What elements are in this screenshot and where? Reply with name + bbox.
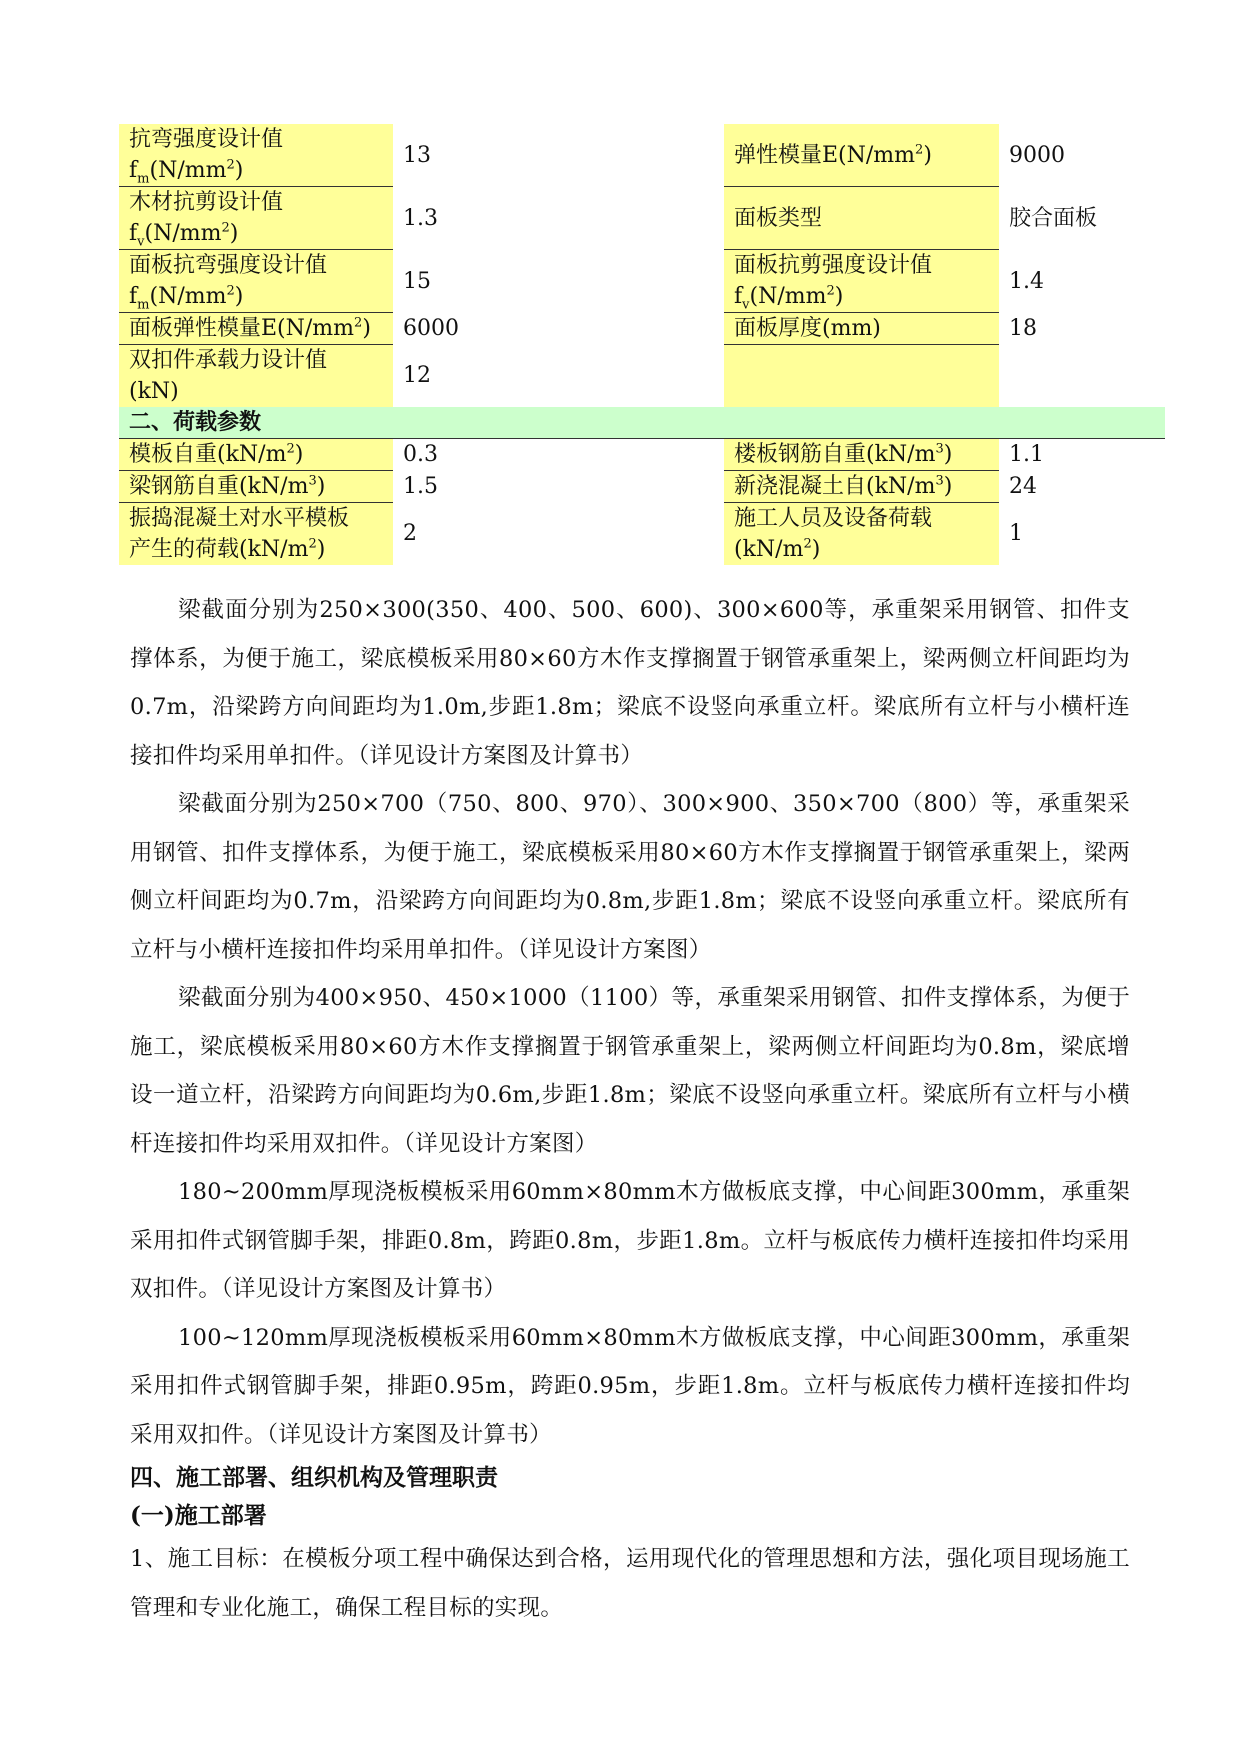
table-cell-gap — [558, 439, 724, 471]
table-cell-label: 弹性模量$E(N/mm^2)$ — [724, 124, 999, 187]
table-row — [119, 345, 1165, 408]
table-cell-label: 面板弹性模量$E(N/mm^2)$ — [119, 313, 393, 345]
table-cell-value: 1.4 — [999, 250, 1165, 313]
paragraph: 180~200mm厚现浇板模板采用60mm×80mm木方做板底支撑，中心间距300mm，承重架采用扣件式钢管脚手架，排距0.8m，跨距0.8m，步距1.8m。立杆与板底传力横杆连接扣件均采用双扣件。（详见设计方案图及计算书） — [130, 1179, 1130, 1302]
table-cell-value: 1.3 — [393, 187, 558, 250]
paragraph: 梁截面分别为400×950、450×1000（1100）等，承重架采用钢管、扣件支撑体系，为便于施工，梁底模板采用80×60方木作支撑搁置于钢管承重架上，梁两侧立杆间距均为0.8m，梁底增设一道立杆，沿梁跨方向间距均为0.6m,步距1.8m；梁底不设竖向承重立杆。梁底所有立杆与小横杆连接扣件均采用双扣件。（详见设计方案图） — [130, 985, 1130, 1157]
table-row — [119, 503, 1165, 566]
table-cell-value: 1 — [999, 503, 1165, 566]
table-cell-value: 12 — [393, 345, 558, 408]
table-cell-label: 面板类型 — [724, 187, 999, 250]
subsection-heading: (一)施工部署 — [130, 1502, 267, 1529]
table-cell-label: 楼板钢筋自重$(kN/m^3)$ — [724, 439, 999, 471]
table-cell-value: 13 — [393, 124, 558, 187]
table-cell-label: 振捣混凝土对水平模板 产生的荷载$(kN/m^2)$ — [119, 503, 393, 566]
list-item: 1、施工目标：在模板分项工程中确保达到合格，运用现代化的管理思想和方法，强化项目现场施工管理和专业化施工，确保工程目标的实现。 — [130, 1546, 1130, 1621]
table-cell-value: 9000 — [999, 124, 1165, 187]
table-cell-value: 1.5 — [393, 471, 558, 503]
table-cell-gap — [558, 471, 724, 503]
table-cell-label: 模板自重$(kN/m^2)$ — [119, 439, 393, 471]
table-cell-label: 面板抗弯强度设计值 $f_m(N/mm^2)$ — [119, 250, 393, 313]
section-row — [119, 407, 1165, 439]
body-text — [130, 586, 1130, 1632]
table-cell-value: 15 — [393, 250, 558, 313]
table-cell-label: 双扣件承载力设计值 (kN) — [119, 345, 393, 408]
table-row — [119, 439, 1165, 471]
table-cell-gap — [558, 250, 724, 313]
table-cell-gap — [558, 187, 724, 250]
table-cell-label: 面板厚度(mm) — [724, 313, 999, 345]
paragraph: 梁截面分别为250×300(350、400、500、600)、300×600等，承重架采用钢管、扣件支撑体系，为便于施工，梁底模板采用80×60方木作支撑搁置于钢管承重架上，梁两侧立杆间距均为0.7m，沿梁跨方向间距均为1.0m,步距1.8m；梁底不设竖向承重立杆。梁底所有立杆与小横杆连接扣件均采用单扣件。（详见设计方案图及计算书） — [130, 597, 1130, 769]
table-row — [119, 124, 1165, 187]
table-cell-value: 6000 — [393, 313, 558, 345]
paragraph: 100~120mm厚现浇板模板采用60mm×80mm木方做板底支撑，中心间距300mm，承重架采用扣件式钢管脚手架，排距0.95m，跨距0.95m，步距1.8m。立杆与板底传力横杆连接扣件均采用双扣件。（详见设计方案图及计算书） — [130, 1324, 1130, 1448]
table-row — [119, 471, 1165, 503]
table-cell-label: 新浇混凝土自$(kN/m^3)$ — [724, 471, 999, 503]
table-cell-value: 0.3 — [393, 439, 558, 471]
table-cell-value: 1.1 — [999, 439, 1165, 471]
table-row — [119, 250, 1165, 313]
table-cell-gap — [558, 503, 724, 566]
table-row — [119, 313, 1165, 345]
table-cell-value: 2 — [393, 503, 558, 566]
table-cell-label — [724, 345, 999, 408]
table-cell-value — [999, 345, 1165, 408]
table-cell-label: 施工人员及设备荷载 $(kN/m^2)$ — [724, 503, 999, 566]
table-cell-label: 面板抗剪强度设计值 $f_v(N/mm^2)$ — [724, 250, 999, 313]
section-heading: 四、施工部署、组织机构及管理职责 — [130, 1464, 498, 1491]
table-cell-gap — [558, 345, 724, 408]
table-cell-gap — [558, 124, 724, 187]
table-cell-gap — [558, 313, 724, 345]
table-cell-value: 24 — [999, 471, 1165, 503]
parameter-table — [119, 124, 1165, 565]
table-cell-value: 18 — [999, 313, 1165, 345]
paragraph: 梁截面分别为250×700（750、800、970）、300×900、350×700（800）等，承重架采用钢管、扣件支撑体系，为便于施工，梁底模板采用80×60方木作支撑搁置于钢管承重架上，梁两侧立杆间距均为0.7m，沿梁跨方向间距均为0.8m,步距1.8m；梁底不设竖向承重立杆。梁底所有立杆与小横杆连接扣件均采用单扣件。（详见设计方案图） — [130, 791, 1130, 963]
table-cell-label: 梁钢筋自重$(kN/m^3)$ — [119, 471, 393, 503]
table-cell-label: 木材抗剪设计值 $f_v(N/mm^2)$ — [119, 187, 393, 250]
section-title: 二、荷载参数 — [119, 407, 1165, 439]
table-cell-label: 抗弯强度设计值 $f_m(N/mm^2)$ — [119, 124, 393, 187]
table-cell-value: 胶合面板 — [999, 187, 1165, 250]
table-row — [119, 187, 1165, 250]
